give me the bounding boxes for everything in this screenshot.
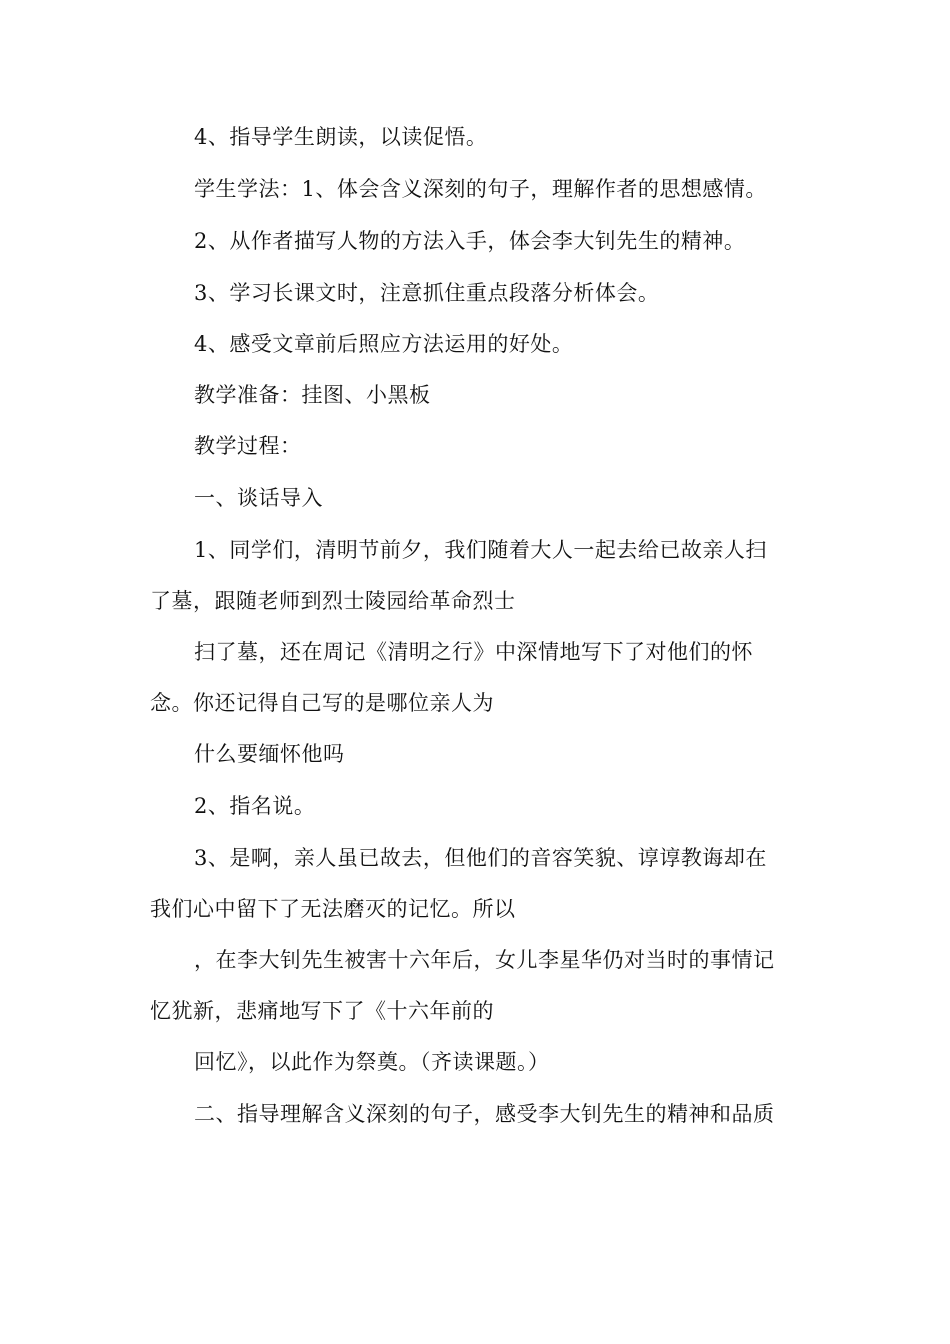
text-line: 扫了墓，还在周记《清明之行》中深情地写下了对他们的怀 — [194, 640, 753, 664]
text-line: 4、指导学生朗读，以读促悟。 — [194, 125, 488, 149]
section-heading: 二、指导理解含义深刻的句子，感受李大钊先生的精神和品质 — [194, 1102, 775, 1126]
text-line: 2、指名说。 — [194, 794, 316, 818]
text-line: 1、同学们，清明节前夕，我们随着大人一起去给已故亲人扫 — [194, 538, 767, 562]
text-line: 什么要缅怀他吗 — [194, 742, 345, 766]
text-line: 教学准备：挂图、小黑板 — [194, 383, 431, 407]
text-line: 念。你还记得自己写的是哪位亲人为 — [150, 691, 494, 715]
section-heading: 一、谈话导入 — [194, 486, 323, 510]
text-line: 回忆》，以此作为祭奠。（齐读课题。） — [194, 1050, 550, 1074]
text-line: 忆犹新，悲痛地写下了《十六年前的 — [150, 999, 494, 1023]
text-line: 了墓，跟随老师到烈士陵园给革命烈士 — [150, 589, 516, 613]
text-line: 3、是啊，亲人虽已故去，但他们的音容笑貌、谆谆教诲却在 — [194, 846, 767, 870]
text-line: 3、学习长课文时，注意抓住重点段落分析体会。 — [194, 281, 660, 305]
text-line: 教学过程： — [194, 434, 302, 458]
text-line: 4、感受文章前后照应方法运用的好处。 — [194, 332, 574, 356]
text-line: 我们心中留下了无法磨灭的记忆。所以 — [150, 897, 516, 921]
text-line: ，在李大钊先生被害十六年后，女儿李星华仍对当时的事情记 — [194, 948, 775, 972]
text-line: 学生学法：1、体会含义深刻的句子，理解作者的思想感情。 — [194, 177, 767, 201]
text-line: 2、从作者描写人物的方法入手，体会李大钊先生的精神。 — [194, 229, 746, 253]
